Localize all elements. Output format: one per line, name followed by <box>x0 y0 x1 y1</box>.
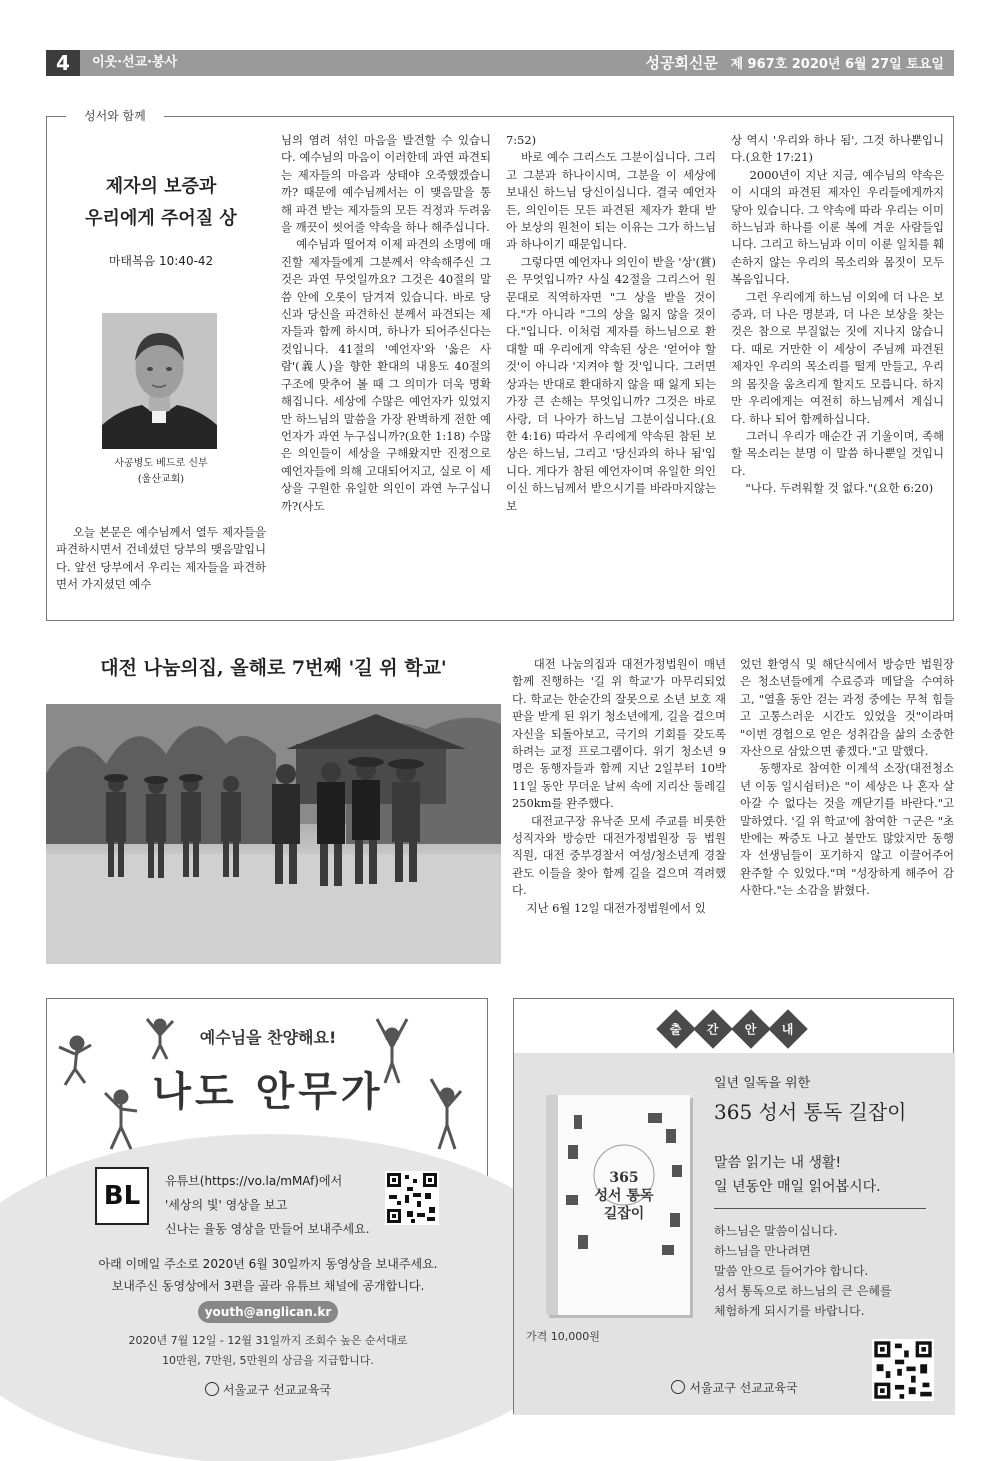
diocese-seal-icon <box>671 1380 685 1394</box>
book-description: 하느님은 말씀이십니다. 하느님을 만나려면 말씀 안으로 들어가야 합니다. 성서 통독으로 하느님의 큰 은혜를 체험하게 되시기를 바랍니다. <box>714 1224 892 1318</box>
masthead <box>645 50 944 78</box>
book-tagline-2: 일 년동안 매일 읽어봅시다. <box>714 1179 881 1195</box>
article-title-line2: 우리에게 주어질 상 <box>85 208 237 229</box>
deadline-line-2: 보내주신 동영상에서 3편을 골라 유튜브 채널에 공개합니다. <box>111 1279 425 1293</box>
article-column-3: 7:52) 바로 예수 그리스도 그분이십니다. 그리고 그분과 하나이시며, 그분을 이 세상에 보내신 하느님 당신이십니다. 결국 예언자든, 의인이든 모든 파견된 제자가 환대 받아 보상의 원천이 되는 이유는 그가 하느님과 하나이기 때문입니다. 그렇다면 예언자나 의인이 받을 '상'(賞)은 무엇입니까? 사실 42절을 그리스어 원문대로 직역하자면 "그 상을 받을 것이다."가 아니라 "그의 상을 잃지 않을 것이다."입니다. 이처럼 제자를 하느님으로 환대할 때 우리에게 약속된 상은 '얻어야 할 것'이 아니라 '지켜야 할 것'입니다. 그러면 상과는 반대로 환대하지 않을 때 잃게 되는 가장 큰 손해는 무엇입니까? 그것은 바로 사랑, 더 나아가 하느님 그분이십니다.(요한 4:16) 따라서 우리에게 약속된 참된 보상은 하느님, 그리고 '당신과의 하나 됨'입니다. 게다가 참된 예언자이며 유일한 의인이신 하느님께서 받으시기를 바라마지않는 보 <box>506 133 717 513</box>
badge-char-2: 간 <box>707 1022 720 1037</box>
dance-contest-ad <box>46 998 488 1414</box>
qr-code-icon[interactable] <box>385 1171 439 1225</box>
book-ad-org: 서울교구 선교교육국 <box>689 1381 798 1395</box>
cover-title-2: 성서 통독 <box>594 1188 654 1204</box>
issue-info: 제 967호 2020년 6월 27일 토요일 <box>730 57 944 72</box>
news-headline: 대전 나눔의집, 올해로 7번째 '길 위 학교' <box>100 657 447 679</box>
book-subtitle: 일년 일독을 위한 <box>714 1076 811 1091</box>
news-column-1: 대전 나눔의집과 대전가정법원이 매년 함께 진행하는 '길 위 학교'가 마무리되었다. 학교는 한순간의 잘못으로 소년 보호 재판을 받게 된 위기 청소년에게, 길을 걸으며 자신을 되돌아보고, 극기의 기회를 갖도록 하려는 교정 프로그램이다. 위기 청소년 9명은 동행자들과 함께 지난 2일부터 10박 11일 동안 무더운 날씨 속에 지리산 둘레길 250km를 완주했다. 대전교구장 유낙준 모세 주교를 비롯한 성직자와 방승만 대전가정법원장 등 법원 직원, 대전 중부경찰서 여성/청소년계 경찰관도 이들을 찾아 함께 길을 걸으며 격려했다. 지난 6월 12일 대전가정법원에서 있 <box>512 657 727 915</box>
author-church: (울산교회) <box>137 474 185 485</box>
book-announcement-ad <box>513 998 954 1414</box>
instruction-line-1: 유튜브(https://vo.la/mMAf)에서 <box>165 1174 343 1188</box>
dance-ad-title: 나도 안무가 <box>152 1069 384 1115</box>
instruction-line-2: '세상의 빛' 영상을 보고 <box>165 1198 288 1212</box>
group-photo <box>46 704 501 964</box>
paper-name: 성공회신문 <box>645 54 718 72</box>
deadline-line-1: 아래 이메일 주소로 2020년 6월 30일까지 동영상을 보내주세요. <box>98 1257 438 1271</box>
bible-reference: 마태복음 10:40-42 <box>108 254 214 268</box>
article-column-2: 님의 염려 섞인 마음을 발견할 수 있습니다. 예수님의 마음이 이러한데 과연 파견되는 제자들의 마음과 상태야 오죽했겠습니까? 때문에 예수님께서는 이 맺음말을 통해 파견 받는 제자들의 모든 걱정과 두려움을 깨끗이 씻어줄 약속을 하나 해주십니다. 예수님과 떨어져 이제 파견의 소명에 매진할 제자들에게 그분께서 약속해주신 그것은 과연 무엇일까요? 그것은 40절의 말씀 안에 오롯이 담겨져 있습니다. 바로 당신과 당신을 파견하신 분께서 파견되는 제자들과 함께 하시며, 하나가 되어주신다는 것입니다. 41절의 '예언자'와 '옳은 사람'(義人)을 향한 환대의 내용도 40절의 구조에 맞추어 볼 때 그 의미가 더욱 명확해집니다. 세상에 수많은 예언자가 있었지만 하느님의 말씀을 가장 완벽하게 전한 예언자가 과연 누구십니까?(요한 1:18) 수많은 의인들이 세상을 구해왔지만 진정으로 예언자들에 의해 고대되어지고, 실로 이 세상을 구원한 유일한 의인이 과연 누구십니까?(사도 <box>281 133 491 513</box>
author-photo <box>102 313 217 449</box>
diocese-seal-icon <box>205 1382 219 1396</box>
email-link[interactable]: youth@anglican.kr <box>198 1301 338 1323</box>
section-name: 이웃·선교·봉사 <box>92 55 178 70</box>
news-column-2: 었던 환영식 및 해단식에서 방승만 법원장은 청소년들에게 수료증과 메달을 수여하고, "열흘 동안 걷는 과정 중에는 무척 힘들고 고통스러운 시간도 있었을 것"이라며 "이번 경험으로 얻은 성취감을 삶의 소중한 자산으로 삼았으면 좋겠다."고 말했다. 동행자로 참여한 이계석 소장(대전청소년 이동 일시쉼터)은 "이 세상은 나 혼자 살아갈 수 없다는 것을 깨닫기를 바란다."고 말하였다. '길 위 학교'에 참여한 ㄱ군은 "초반에는 짜증도 나고 불만도 많았지만 동행자 선생님들이 포기하지 않고 이끌어주어 완주할 수 있었다."며 "성장하게 해주어 감사한다."는 소감을 밝혔다. <box>740 657 954 898</box>
bl-logo: BL <box>95 1167 149 1225</box>
book-title: 365 성서 통독 길잡이 <box>714 1100 907 1124</box>
cover-title-3: 길잡이 <box>603 1206 645 1222</box>
prize-line-1: 2020년 7월 12일 - 12월 31일까지 조회수 높은 순서대로 <box>128 1334 408 1347</box>
book-cover <box>546 1095 690 1315</box>
book-tagline-1: 말씀 읽기는 내 생활! <box>714 1155 842 1171</box>
article-title-line1: 제자의 보증과 <box>105 176 217 197</box>
article-column-4: 상 역시 '우리와 하나 됨', 그것 하나뿐입니다.(요한 17:21) 2000년이 지난 지금, 예수님의 약속은 이 시대의 파견된 제자인 우리들에게까지 닿아 있습니다. 그 약속에 따라 우리는 이미 하느님과 하나를 이룬 복에 겨운 사람들입니다. 그리고 하느님과 이미 이룬 일치를 훼손하지 않는 우리의 목소리와 몸짓이 모두 복음입니다. 그런 우리에게 하느님 이외에 더 나은 보증과, 더 나은 명분과, 더 나은 보상을 찾는 것은 참으로 부질없는 짓에 지나지 않습니다. 때로 거만한 이 세상이 주님께 파견된 제자인 우리의 목소리를 떨게 만들고, 우리의 몸짓을 움츠리게 할지도 모릅니다. 하지만 우리에게는 여전히 하느님께서 계십니다. 하나 되어 함께하십니다. 그러니 우리가 매순간 귀 기울이며, 족해 할 목소리는 분명 이 말씀 하나뿐일 것입니다. "나다. 두려워할 것 없다."(요한 6:20) <box>731 133 945 496</box>
page-number: 4 <box>46 50 80 76</box>
dance-ad-instructions <box>165 1169 405 1241</box>
badge-char-3: 안 <box>744 1022 757 1037</box>
author-name: 사공병도 베드로 신부 <box>114 458 208 469</box>
badge-char-4: 내 <box>782 1022 794 1037</box>
dance-ad-headline: 예수님을 찬양해요! <box>199 1028 337 1047</box>
article-column-1: 오늘 본문은 예수님께서 열두 제자들을 파견하시면서 건네셨던 당부의 맺음말입니다. 앞선 당부에서 우리는 제자들을 파견하면서 가지셨던 예수 <box>56 525 270 592</box>
book-divider <box>714 1208 926 1209</box>
instruction-line-3: 신나는 율동 영상을 만들어 보내주세요. <box>165 1222 370 1236</box>
badge-char-1: 출 <box>670 1022 682 1037</box>
publication-badge <box>662 1015 802 1045</box>
dance-ad-org: 서울교구 선교교육국 <box>222 1383 332 1397</box>
page-header <box>46 50 954 76</box>
column-tag: 성서와 함께 <box>66 108 164 124</box>
book-price: 가격 10,000원 <box>526 1330 600 1343</box>
cover-title-365: 365 <box>609 1170 639 1186</box>
prize-line-2: 10만원, 7만원, 5만원의 상금을 지급합니다. <box>162 1354 374 1367</box>
